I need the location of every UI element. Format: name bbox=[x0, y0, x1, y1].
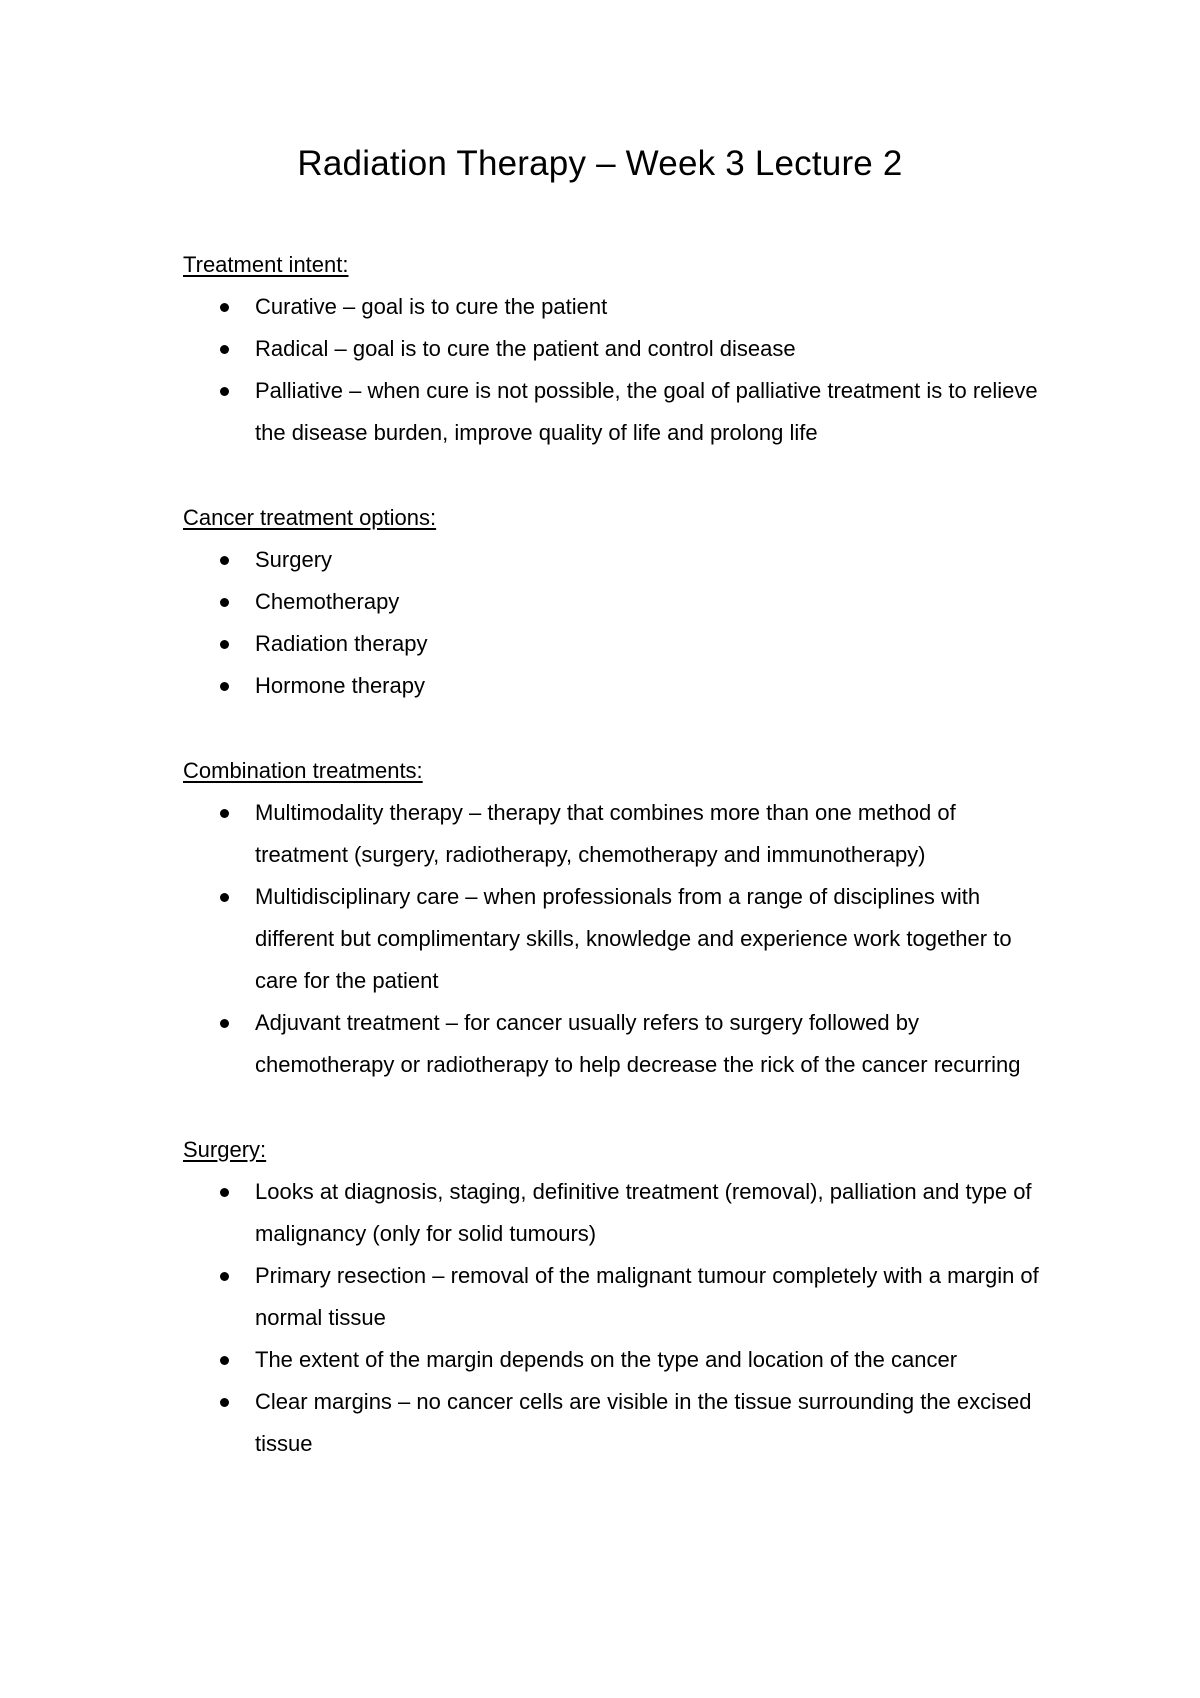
bullet-icon bbox=[220, 303, 229, 312]
bullet-icon bbox=[220, 556, 229, 565]
bullet-list bbox=[183, 286, 1043, 454]
list-item bbox=[183, 581, 1043, 623]
section-surgery bbox=[183, 1129, 1043, 1465]
list-item bbox=[183, 1255, 1043, 1339]
section-heading: Treatment intent: bbox=[183, 252, 349, 277]
bullet-icon bbox=[220, 387, 229, 396]
bullet-icon bbox=[220, 345, 229, 354]
list-item bbox=[183, 623, 1043, 665]
list-item-text: Palliative – when cure is not possible, the goal of palliative treatment is to relieve the disease burden, improve quality of life and prolong life bbox=[255, 378, 1038, 445]
section-combination-treatments bbox=[183, 750, 1043, 1086]
list-item-text: Adjuvant treatment – for cancer usually refers to surgery followed by chemotherapy or radiotherapy to help decrease the rick of the cancer recurring bbox=[255, 1010, 1021, 1077]
document-body bbox=[183, 244, 1043, 1508]
list-item bbox=[183, 665, 1043, 707]
list-item-text: Radiation therapy bbox=[255, 631, 428, 656]
list-item-text: Chemotherapy bbox=[255, 589, 400, 614]
section-treatment-intent bbox=[183, 244, 1043, 454]
bullet-list bbox=[183, 1171, 1043, 1465]
bullet-icon bbox=[220, 893, 229, 902]
list-item bbox=[183, 1381, 1043, 1465]
bullet-icon bbox=[220, 682, 229, 691]
bullet-icon bbox=[220, 1188, 229, 1197]
section-heading: Surgery: bbox=[183, 1137, 267, 1162]
bullet-icon bbox=[220, 809, 229, 818]
bullet-list bbox=[183, 792, 1043, 1086]
list-item bbox=[183, 328, 1043, 370]
list-item-text: Multimodality therapy – therapy that combines more than one method of treatment (surgery, radiotherapy, chemotherapy and immunotherapy) bbox=[255, 800, 956, 867]
bullet-icon bbox=[220, 1019, 229, 1028]
list-item bbox=[183, 370, 1043, 454]
list-item bbox=[183, 286, 1043, 328]
list-item bbox=[183, 539, 1043, 581]
list-item-text: Primary resection – removal of the malignant tumour completely with a margin of normal tissue bbox=[255, 1263, 1039, 1330]
section-heading: Combination treatments: bbox=[183, 758, 423, 783]
section-cancer-treatment-options bbox=[183, 497, 1043, 707]
list-item bbox=[183, 1339, 1043, 1381]
list-item-text: The extent of the margin depends on the type and location of the cancer bbox=[255, 1347, 958, 1372]
list-item-text: Radical – goal is to cure the patient and control disease bbox=[255, 336, 796, 361]
bullet-icon bbox=[220, 1398, 229, 1407]
bullet-icon bbox=[220, 1272, 229, 1281]
bullet-icon bbox=[220, 598, 229, 607]
list-item bbox=[183, 1002, 1043, 1086]
list-item bbox=[183, 876, 1043, 1002]
bullet-list bbox=[183, 539, 1043, 707]
list-item-text: Multidisciplinary care – when professionals from a range of disciplines with different but complimentary skills, knowledge and experience work together to care for the patient bbox=[255, 884, 1012, 993]
list-item bbox=[183, 792, 1043, 876]
document-title: Radiation Therapy – Week 3 Lecture 2 bbox=[297, 144, 903, 183]
section-heading: Cancer treatment options: bbox=[183, 505, 437, 530]
list-item bbox=[183, 1171, 1043, 1255]
list-item-text: Hormone therapy bbox=[255, 673, 425, 698]
bullet-icon bbox=[220, 1356, 229, 1365]
list-item-text: Clear margins – no cancer cells are visible in the tissue surrounding the excised tissue bbox=[255, 1389, 1032, 1456]
bullet-icon bbox=[220, 640, 229, 649]
list-item-text: Curative – goal is to cure the patient bbox=[255, 294, 608, 319]
list-item-text: Surgery bbox=[255, 547, 333, 572]
list-item-text: Looks at diagnosis, staging, definitive treatment (removal), palliation and type of malignancy (only for solid tumours) bbox=[255, 1179, 1032, 1246]
